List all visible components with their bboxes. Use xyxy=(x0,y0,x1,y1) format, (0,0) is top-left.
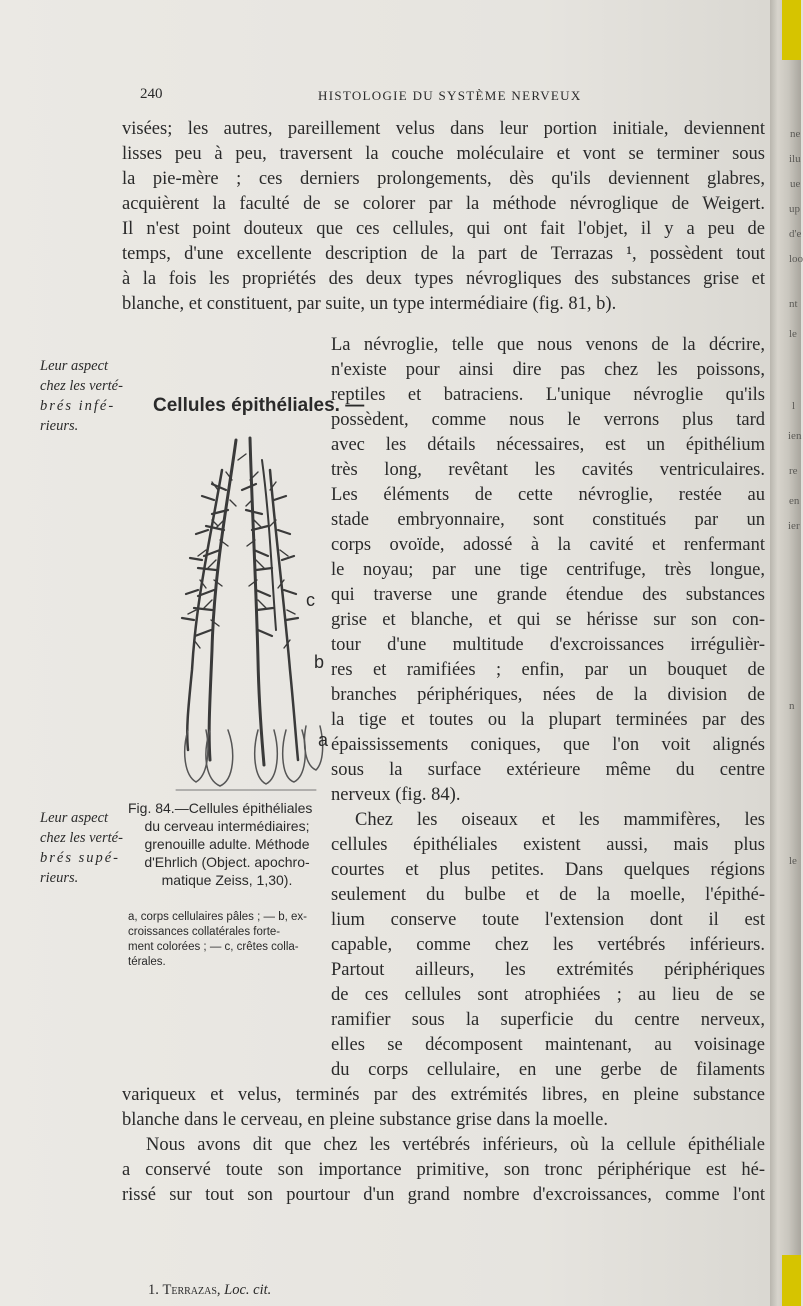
facing-page-edge xyxy=(770,0,801,1306)
legend-line: térales. xyxy=(128,956,166,968)
page-tab-marker xyxy=(782,1255,801,1306)
text-line: Les éléments de cette névroglie, restée au xyxy=(331,485,765,505)
margin-note-higher-vertebrates xyxy=(40,808,123,888)
text-line: Nous avons dit que chez les vertébrés inférieurs, où la cellule épithéliale xyxy=(146,1135,765,1155)
text-line: elles se décomposent maintenant, au voisinage xyxy=(331,1035,765,1055)
edge-fragment: d'e xyxy=(789,228,802,240)
legend-line: a, corps cellulaires pâles ; — b, ex- xyxy=(128,911,307,923)
text-line: la tige et toutes ou la plupart terminées par des xyxy=(331,710,765,730)
running-head xyxy=(140,86,760,106)
running-title: HISTOLOGIE DU SYSTÈME NERVEUX xyxy=(318,88,582,103)
legend-line: ment colorées ; — c, crêtes colla- xyxy=(128,941,299,953)
section-heading: Cellules épithéliales. — xyxy=(153,395,365,416)
caption-line: grenouille adulte. Méthode xyxy=(144,836,310,852)
edge-fragment: nt xyxy=(789,298,798,310)
edge-fragment: ne xyxy=(790,128,801,140)
caption-line: d'Ehrlich (Object. apochro- xyxy=(144,854,310,870)
margin-note-line: brés infé- xyxy=(40,398,116,414)
text-line: branches périphériques, nées de la division de xyxy=(331,685,765,705)
figure-label-a: a xyxy=(318,730,329,750)
edge-fragment: le xyxy=(789,855,797,867)
text-line: blanche, et constituent, par suite, un type intermédiaire (fig. 81, b). xyxy=(122,294,617,314)
footnote-author: Terrazas, xyxy=(162,1282,221,1298)
caption-line: Fig. 84.—Cellules épithéliales xyxy=(128,800,313,816)
text-line: très long, revêtant les cavités ventriculaires. xyxy=(331,460,765,480)
footnote-number: 1. xyxy=(148,1282,159,1298)
margin-note-line: chez les verté- xyxy=(40,378,123,394)
page-tab-marker xyxy=(782,0,801,60)
text-line: seulement du bulbe et de la moelle, l'épithé- xyxy=(331,885,765,905)
edge-fragment: en xyxy=(789,495,800,507)
text-line: variqueux et velus, terminés par des extrémités libres, en pleine substance xyxy=(122,1085,765,1105)
figure-caption xyxy=(128,799,326,889)
figure-label-c: c xyxy=(306,590,315,610)
text-line: cellules épithéliales existent aussi, mais plus xyxy=(331,835,765,855)
margin-note-line: brés supé- xyxy=(40,850,121,866)
footnote xyxy=(148,1282,271,1299)
margin-note-line: Leur aspect xyxy=(40,358,109,374)
epithelial-cells-drawing xyxy=(166,430,329,795)
text-line: épaississements coniques, que l'on voit alignés xyxy=(331,735,765,755)
text-line: stade embryonnaire, sont constitués par un xyxy=(331,510,765,530)
edge-fragment: le xyxy=(789,328,797,340)
edge-fragment: n xyxy=(789,700,795,712)
text-line: nerveux (fig. 84). xyxy=(331,785,461,805)
margin-note-line: chez les verté- xyxy=(40,830,123,846)
edge-fragment: up xyxy=(789,203,800,215)
margin-note-lower-vertebrates xyxy=(40,356,123,436)
caption-line: matique Zeiss, 1,30). xyxy=(161,872,293,888)
edge-fragment: ien xyxy=(788,430,802,442)
figure-label-b: b xyxy=(314,652,325,672)
text-line: visées; les autres, pareillement velus dans leur portion initiale, deviennent xyxy=(122,119,765,139)
text-line: Il n'est point douteux que ces cellules, qui ont fait l'objet, il y a peu de xyxy=(122,219,765,239)
text-line: qui traverse une grande étendue des substances xyxy=(331,585,765,605)
page-number: 240 xyxy=(140,86,163,102)
text-line: corps ovoïde, adossé à la cavité et renfermant xyxy=(331,535,765,555)
edge-fragment: ier xyxy=(788,520,800,532)
legend-line: croissances collatérales forte- xyxy=(128,926,281,938)
figure-84-illustration xyxy=(166,430,329,795)
text-line: ramifier sous la superficie du centre nerveux, xyxy=(331,1010,765,1030)
text-line: lisses peu à peu, traversent la couche moléculaire et vont se terminer sous xyxy=(122,144,765,164)
text-line: grise et blanche, et qui se hérisse sur son con- xyxy=(331,610,765,630)
text-line: reptiles et batraciens. L'unique névroglie qu'ils xyxy=(331,385,765,405)
text-line: la pie-mère ; ces derniers prolongements, dès qu'ils deviennent glabres, xyxy=(122,169,765,189)
text-line: de ces cellules sont atrophiées ; au lieu de se xyxy=(331,985,765,1005)
edge-fragment: ue xyxy=(790,178,801,190)
text-line: Partout ailleurs, les extrémités périphériques xyxy=(331,960,765,980)
text-line: blanche dans le cerveau, en pleine substance grise dans la moelle. xyxy=(122,1110,608,1130)
edge-fragment: l xyxy=(792,400,796,412)
text-line: temps, d'une excellente description de la part de Terrazas ¹, possèdent tout xyxy=(122,244,765,264)
text-line: sous la surface extérieure même du centre xyxy=(331,760,765,780)
edge-fragment: re xyxy=(789,465,798,477)
edge-fragment: ilu xyxy=(789,153,801,165)
text-line: capable, comme chez les vertébrés inférieurs. xyxy=(331,935,765,955)
text-line: a conservé toute son importance primitive, son tronc périphérique est hé- xyxy=(122,1160,765,1180)
text-line: le noyau; par une tige centrifuge, très longue, xyxy=(331,560,765,580)
text-line: lium conserve toute l'extension dont il est xyxy=(331,910,765,930)
text-line: n'existe pour ainsi dire pas chez les poissons, xyxy=(331,360,765,380)
text-line: res et ramifiées ; enfin, par un bouquet de xyxy=(331,660,765,680)
figure-legend xyxy=(128,910,328,970)
text-line: tour d'une multitude d'excroissances irrégulièr- xyxy=(331,635,765,655)
text-line: à la fois les propriétés des deux types névrogliques des substances grise et xyxy=(122,269,765,289)
text-line: acquièrent la faculté de se colorer par la méthode névroglique de Weigert. xyxy=(122,194,765,214)
text-line: rissé sur tout son pourtour d'un grand nombre d'excroissances, comme l'ont xyxy=(122,1185,765,1205)
margin-note-line: rieurs. xyxy=(40,870,79,886)
text-line: La névroglie, telle que nous venons de la décrire, xyxy=(331,335,765,355)
margin-note-line: rieurs. xyxy=(40,418,79,434)
caption-line: du cerveau intermédiaires; xyxy=(144,818,310,834)
text-line: Chez les oiseaux et les mammifères, les xyxy=(355,810,765,830)
margin-note-line: Leur aspect xyxy=(40,810,109,826)
footnote-reference: Loc. cit. xyxy=(224,1282,272,1298)
text-line: avec les détails nécessaires, est un épithélium xyxy=(331,435,765,455)
text-line: du corps cellulaire, en une gerbe de filaments xyxy=(331,1060,765,1080)
text-line: courtes et plus petites. Dans quelques régions xyxy=(331,860,765,880)
text-line: possèdent, comme nous le verrons plus tard xyxy=(331,410,765,430)
edge-fragment: loo xyxy=(789,253,803,265)
